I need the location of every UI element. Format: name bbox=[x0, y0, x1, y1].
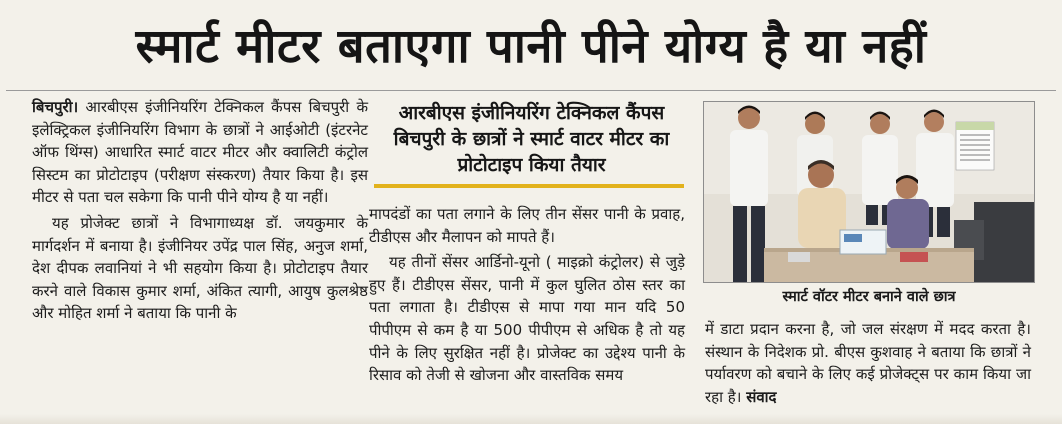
group-photo-students-icon bbox=[704, 102, 1034, 282]
paragraph-4: यह तीनों सेंसर आर्डिनो-यूनो ( माइक्रो कंट्रोलर) से जुड़े हुए हैं। टीडीएस सेंसर, पानी में कुल घुलित ठोस स्तर का पता लगाता है। टीडीएस से मापा गया मान यदि 50 पीपीएम से कम है या 500 पीपीएम से अधिक है तो यह पीने के लिए सुरक्षित नहीं है। प्रोजेक्ट का उद्देश्य पानी के रिसाव को तेजी से खोजना और वास्तविक समय bbox=[369, 253, 685, 385]
paragraph-2: यह प्रोजेक्ट छात्रों ने विभागाध्यक्ष डॉ. जयकुमार के मार्गदर्शन में बनाया है। इंजीनियर उपेंद्र पाल सिंह, अनुज शर्मा, देश दीपक लवानियां ने भी सहयोग किया है। प्रोटोटाइप तैयार करने वाले विकास कुमार शर्मा, अंकित त्यागी, आयुष कुलश्रेष्ठ और मोहित शर्मा ने बताया कि पानी के bbox=[32, 213, 368, 323]
article-column-1 bbox=[32, 96, 368, 325]
paragraph-3: मापदंडों का पता लगाने के लिए तीन सेंसर पानी के प्रवाह, टीडीएस और मैलापन को मापते हैं। bbox=[369, 205, 685, 246]
photo-caption: स्मार्ट वॉटर मीटर बनाने वाले छात्र bbox=[782, 289, 956, 305]
subheadline-underline bbox=[374, 184, 684, 188]
article-column-3 bbox=[705, 318, 1031, 408]
page-bottom-edge bbox=[0, 414, 1062, 424]
paragraph-5 bbox=[705, 318, 1031, 408]
paragraph-5-text: में डाटा प्रदान करना है, जो जल संरक्षण में मदद करता है। संस्थान के निदेशक प्रो. बीएस कुशवाह ने बताया कि छात्रों ने पर्यावरण को बचाने के लिए कई प्रोजेक्ट्स पर काम किया जा रहा है। bbox=[705, 320, 1031, 406]
subheadline: आरबीएस इंजीनियरिंग टेक्निकल कैंपस बिचपुरी के छात्रों ने स्मार्ट वाटर मीटर का प्रोटोटाइप किया तैयार bbox=[393, 102, 670, 176]
paragraph-1 bbox=[32, 96, 368, 209]
group-photo bbox=[703, 101, 1035, 283]
dateline: बिचपुरी। bbox=[32, 98, 79, 116]
article-column-2 bbox=[369, 203, 685, 387]
headline-rule bbox=[6, 90, 1056, 91]
headline: स्मार्ट मीटर बताएगा पानी पीने योग्य है या नहीं bbox=[135, 19, 927, 74]
paragraph-1-text: आरबीएस इंजीनियरिंग टेक्निकल कैंपस बिचपुरी के इलेक्ट्रिकल इंजीनियरिंग विभाग के छात्रों ने आईओटी (इंटरनेट ऑफ थिंग्स) आधारित स्मार्ट वाटर मीटर और क्वालिटी कंट्रोल सिस्टम का प्रोटोटाइप (परीक्षण संस्करण) तैयार किया है। इस मीटर से पता चल सकेगा कि पानी पीने योग्य है या नहीं। bbox=[32, 98, 368, 207]
signoff: संवाद bbox=[746, 387, 777, 406]
